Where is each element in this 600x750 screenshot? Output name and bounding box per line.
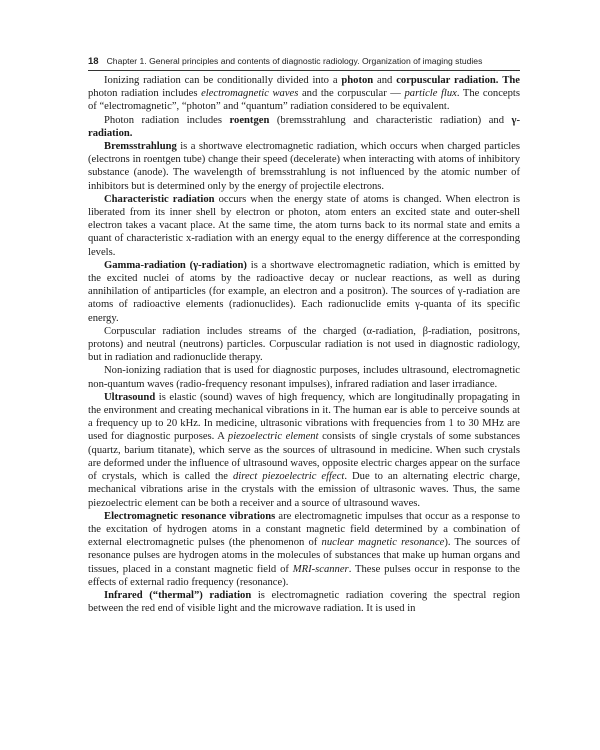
running-header bbox=[88, 56, 520, 67]
term-nuclear-magnetic-resonance: nuclear magnetic resonance bbox=[321, 537, 445, 549]
paragraph-infrared-radiation bbox=[88, 589, 520, 615]
paragraph-non-ionizing-radiation bbox=[88, 364, 520, 390]
term-piezoelectric-element: piezoelectric element bbox=[227, 431, 319, 443]
text-run: ). The sources of resonance pulses are hydrogen atoms in the molecules of substances that make up human organs and tissues, placed in a constant magnetic field of bbox=[88, 537, 520, 575]
page-number: 18 bbox=[88, 56, 99, 67]
term-roentgen: roentgen bbox=[229, 114, 270, 126]
text-run: is elastic (sound) waves of high frequency, which are longitudinally propagating in the environment and creating mechanical vibrations in it. The human ear is able to perceive sounds at a frequency up to 20 kHz. In medicine, ultrasonic vibrations with frequencies from 1 to 30 MHz are used for diagnostic purposes. A bbox=[88, 391, 520, 443]
text-run: occurs when the energy state of atoms is changed. When electron is liberated from its inner shell by electron or photon, atom enters an excited state and outer-shell electron takes a vacant place. At the same time, the atom turns back to its normal state and emits a quant of characteristic x-radiation with an energy equal to the energy difference at the corresponding levels. bbox=[88, 193, 520, 258]
text-run: is a shortwave electromagnetic radiation, which occurs when charged particles (electrons in roentgen tube) change their speed (decelerate) when interacting with atoms of inhibitory substance (anode). The wavelength of bremsstrahlung is not influenced by the atomic number of inhibitors but is determined only by the energy of projectile electrons. bbox=[88, 141, 520, 192]
term-particle-flux: particle flux bbox=[404, 88, 457, 100]
text-run: Photon radiation includes bbox=[104, 114, 230, 126]
text-run: and the corpuscular — bbox=[298, 88, 405, 100]
text-run: . Due to an alternating electric charge, mechanical vibrations arise in the crystals with the emission of ultrasonic waves. Thus, the same piezoelectric element can be both a receiver and a source of ultrasound waves. bbox=[88, 471, 521, 509]
term-direct-piezoelectric-effect: direct piezoelectric effect bbox=[232, 471, 345, 483]
text-run: are electromagnetic impulses that occur as a response to the excitation of hydrogen atoms in a constant magnetic field determined by a combination of external electromagnetic pulses (the phenomenon of bbox=[88, 510, 520, 549]
text-run: Corpuscular radiation includes streams of the charged (α-radiation, β-radiation, positrons, protons) and neutral (neutrons) particles. Corpuscular radiation is not used in diagnostic radiology, but in radiation and radionuclide therapy. bbox=[88, 325, 520, 364]
body-text bbox=[88, 74, 520, 615]
text-run: photon radiation includes bbox=[88, 88, 202, 100]
term-gamma-radiation: γ-radiation. bbox=[88, 114, 520, 139]
text-run: and bbox=[373, 75, 397, 86]
paragraph-gamma-radiation bbox=[88, 259, 520, 325]
term-mri-scanner: MRI-scanner bbox=[292, 563, 349, 575]
text-run: . These pulses occur in response to the effects of external radio frequency (resonance). bbox=[88, 563, 520, 588]
paragraph-characteristic-radiation bbox=[88, 193, 520, 259]
bold-run: The bbox=[502, 75, 520, 86]
paragraph-ultrasound bbox=[88, 391, 520, 510]
text-run: consists of single crystals of some substances (quartz, barium titanate), which serve as the sources of ultrasound in medicine. When such crystals are deformed under the influence of ultrasound waves, opposite electric charges appear on the surface of crystals, which is called the bbox=[88, 431, 520, 483]
running-title: Chapter 1. General principles and contents of diagnostic radiology. Organization of imaging studies bbox=[106, 56, 483, 66]
paragraph-electromagnetic-resonance bbox=[88, 510, 520, 589]
term-electromagnetic-waves: electromagnetic waves bbox=[201, 88, 299, 100]
paragraph-ionizing-radiation bbox=[88, 74, 520, 114]
term-electromagnetic-resonance-vibrations: Electromagnetic resonance vibrations bbox=[104, 510, 276, 522]
paragraph-corpuscular-radiation bbox=[88, 325, 520, 365]
term-gamma-radiation-heading: Gamma-radiation (γ-radiation) bbox=[104, 259, 247, 271]
text-run: (bremsstrahlung and characteristic radiation) and bbox=[269, 114, 512, 126]
text-run: . The concepts of “electromagnetic”, “photon” and “quantum” radiation considered to be equivalent. bbox=[88, 88, 520, 113]
paragraph-bremsstrahlung bbox=[88, 140, 520, 193]
term-ultrasound: Ultrasound bbox=[104, 391, 156, 403]
text-run: Non-ionizing radiation that is used for diagnostic purposes, includes ultrasound, electromagnetic non-quantum waves (radio-frequency resonant impulses), infrared radiation and laser irradiance. bbox=[88, 365, 520, 390]
term-characteristic-radiation: Characteristic radiation bbox=[104, 193, 215, 205]
term-photon: photon bbox=[341, 75, 374, 86]
text-run: is a shortwave electromagnetic radiation, which is emitted by the excited nuclei of atoms by the radioactive decay or nuclear reactions, as well as during annihilation of antiparticles (for example, an electron and a positron). The sources of γ-radiation are atoms of radioactive elements (radionuclides). Each radionuclide emits γ-quanta of its specific energy. bbox=[88, 259, 520, 324]
term-corpuscular-radiation: corpuscular radiation. bbox=[396, 75, 499, 86]
text-run: is electromagnetic radiation covering the spectral region between the red end of visible light and the microwave radiation. It is used in bbox=[88, 589, 520, 615]
term-bremsstrahlung: Bremsstrahlung bbox=[104, 141, 177, 153]
term-infrared-radiation: Infrared (“thermal”) radiation bbox=[104, 589, 252, 601]
paragraph-photon-radiation bbox=[88, 114, 520, 140]
header-rule bbox=[88, 70, 520, 71]
text-run: Ionizing radiation can be conditionally divided into a bbox=[104, 75, 342, 86]
